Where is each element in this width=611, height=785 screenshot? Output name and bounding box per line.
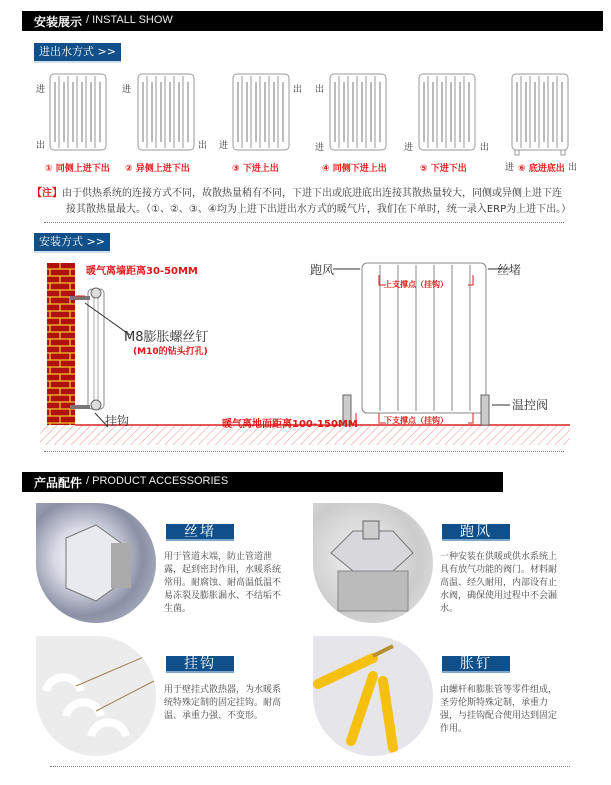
inlet-label-5: 进 — [404, 143, 414, 153]
radiator-diagram-3 — [231, 72, 291, 152]
bolt-label: M8膨胀螺丝钉 — [124, 330, 209, 345]
outlet-label-1: 出 — [36, 141, 46, 151]
radiator-diagram-1 — [48, 72, 108, 152]
outlet-label-6: 出 — [568, 163, 578, 173]
anchor-bolt-title: 胀钉 — [442, 656, 510, 673]
note-line-2: 接其散热量最大。（①、②、③、④均为上进下出进出水方式的暖气片，我们在下单时，统一录入ERP为上进下出。） — [66, 204, 572, 215]
plug-label: 丝堵 — [497, 263, 522, 277]
note-tag: 【注】 — [32, 188, 62, 199]
plug-title: 丝堵 — [166, 524, 234, 541]
note-line-1: 由于供热系统的连接方式不同，故散热量稍有不同，下进下出或底进底出连接其散热量较大，同侧或异侧上进下连 — [62, 188, 562, 199]
note-text — [32, 186, 602, 218]
inlet-label-6: 进 — [505, 163, 515, 173]
radiator-diagram-4 — [328, 72, 388, 152]
method-label-1: ① 同侧上进下出 — [45, 164, 110, 174]
inlet-label-2: 进 — [122, 85, 132, 95]
hook-image — [36, 636, 156, 756]
outlet-label-5: 出 — [480, 143, 490, 153]
lower-support-label: 下支撑点（挂钩） — [384, 416, 448, 425]
method-label-2: ② 异侧上进下出 — [125, 164, 190, 174]
accessories-subtitle: / PRODUCT ACCESSORIES — [86, 475, 229, 487]
inlet-label-3: 进 — [219, 141, 229, 151]
divider — [50, 766, 570, 767]
wall-distance-label: 暖气离墙距离30-50MM — [86, 266, 198, 277]
install-method-tag: 安装方式 >> — [34, 233, 110, 253]
outlet-label-3: 出 — [293, 85, 303, 95]
upper-support-label: 上支撑点（挂钩） — [384, 280, 448, 289]
divider — [44, 222, 564, 223]
anchor-bolt-image — [313, 636, 433, 756]
inlet-label-1: 进 — [36, 85, 46, 95]
hook-label: 挂钩 — [105, 414, 130, 428]
outlet-label-4: 出 — [315, 85, 325, 95]
radiator-diagram-6 — [510, 72, 570, 157]
air-vent-title: 跑风 — [442, 524, 510, 541]
method-label-5: ⑤ 下进下出 — [420, 164, 467, 174]
accessories-title: 产品配件 — [34, 476, 83, 490]
outlet-label-2: 出 — [198, 141, 208, 151]
method-label-3: ③ 下进上出 — [232, 164, 279, 174]
air-vent-image — [313, 503, 433, 623]
plug-desc: 用于管道末端，防止管道泄露，起到密封作用，水暖系统常用。耐腐蚀、耐高温低温不易冻裂及膨胀漏水、不结垢不生菌。 — [164, 552, 282, 614]
install-show-header — [22, 11, 603, 31]
air-vent-desc: 一种安装在供暖或供水系统上具有放气功能的阀门。材料耐高温、经久耐用，内部设有止水阀，确保使用过程中不会漏水。 — [440, 552, 558, 614]
plug-image — [36, 503, 156, 623]
water-methods-tag: 进出水方式 >> — [34, 43, 121, 63]
radiator-diagram-5 — [417, 72, 477, 152]
floor-distance-label: 暖气离地面距离100-150MM — [222, 419, 358, 430]
hook-title: 挂钩 — [166, 656, 234, 673]
divider — [44, 451, 564, 452]
radiator-diagram-2 — [136, 72, 196, 152]
inlet-label-4: 进 — [315, 143, 325, 153]
bolt-note-label: (M10的钻头打孔) — [133, 347, 208, 357]
air-vent-label: 跑风 — [310, 263, 335, 277]
anchor-bolt-desc: 由螺杆和膨胀管等零件组成，圣劳伦斯特殊定制，承重力强，与挂钩配合使用达到固定作用。 — [440, 685, 558, 734]
install-show-subtitle: / INSTALL SHOW — [86, 14, 173, 26]
thermo-valve-label: 温控阀 — [512, 398, 549, 412]
hook-desc: 用于壁挂式散热器，为水暖系统特殊定制的固定挂钩。耐高温、承重力强、不变形。 — [164, 685, 282, 721]
method-label-6: ⑥ 底进底出 — [518, 164, 565, 174]
accessories-header — [22, 472, 503, 492]
method-label-4: ④ 同侧下进上出 — [322, 164, 387, 174]
install-show-title: 安装展示 — [34, 15, 83, 29]
